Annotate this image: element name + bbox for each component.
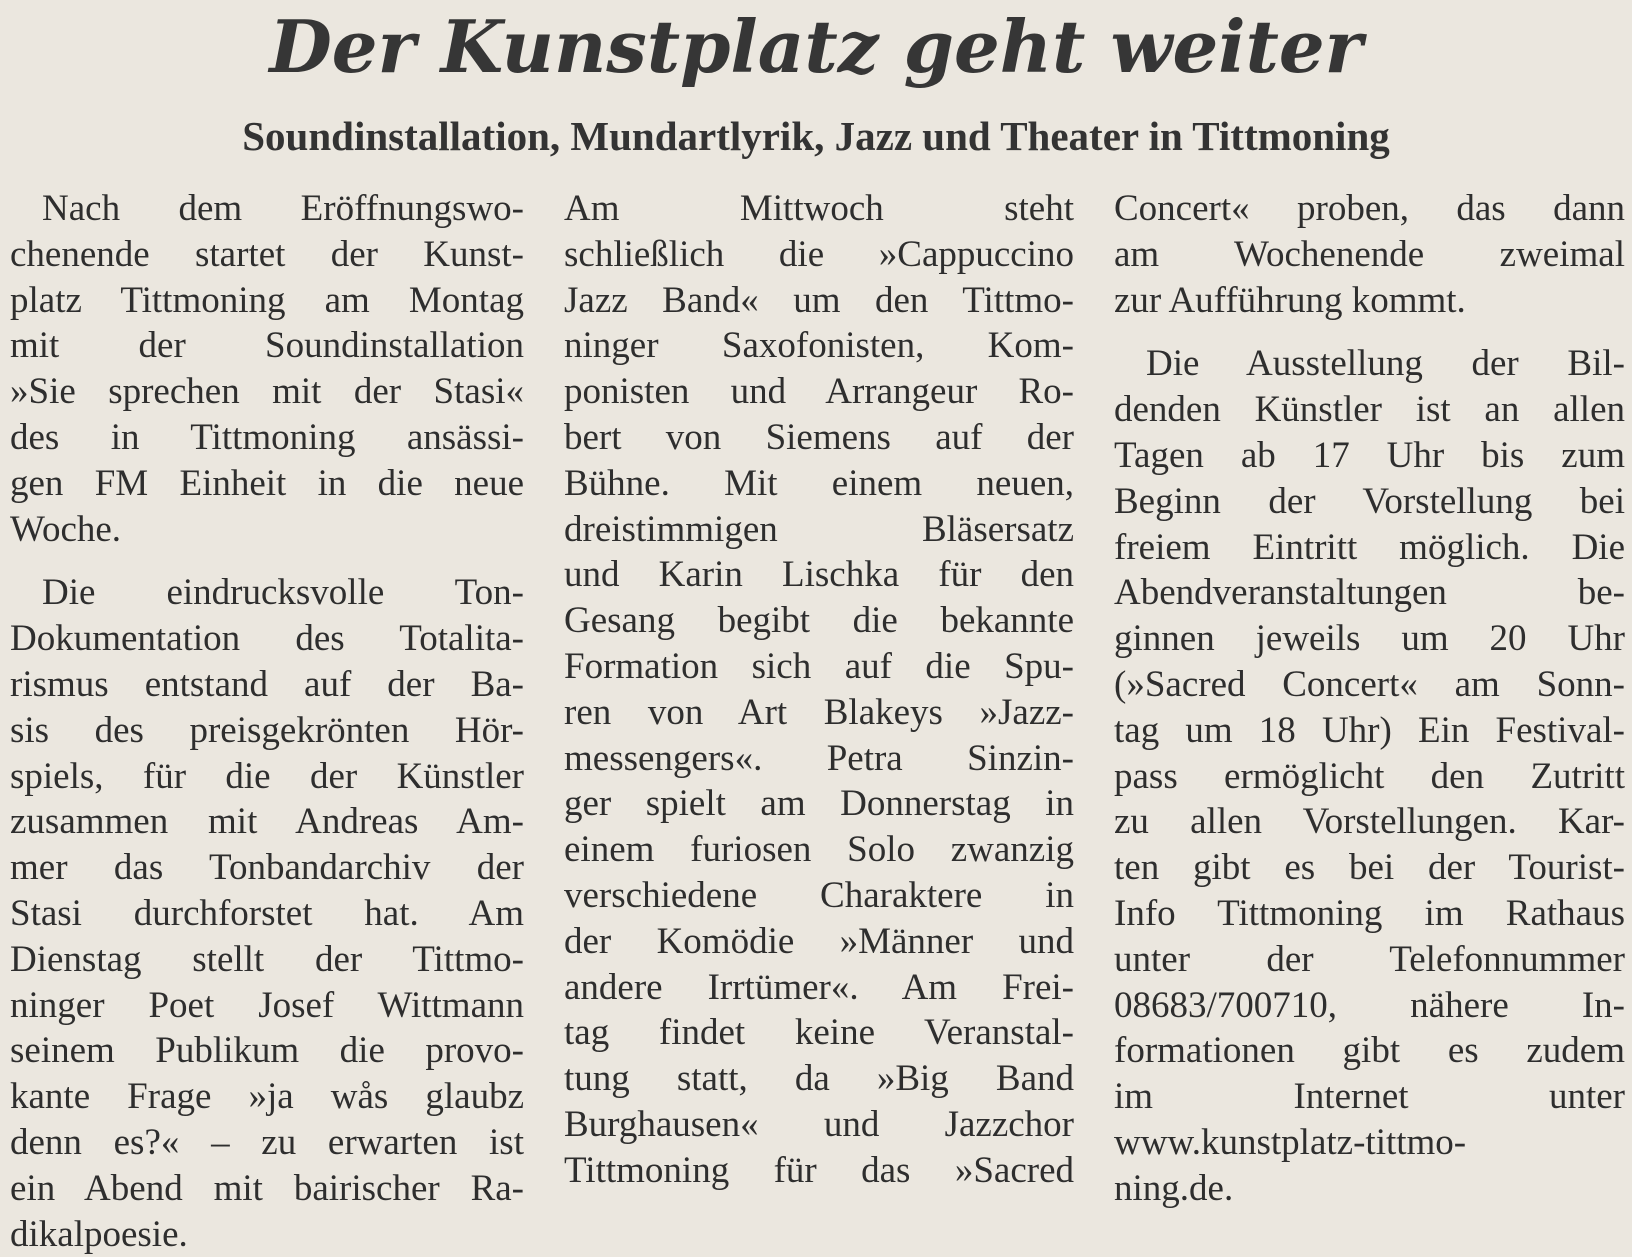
text-line: Tittmoning für das »Sacred [564,1149,1074,1191]
text-line: schließlich die »Cappuccino [564,233,1074,275]
text-line: Abendveranstaltungen be- [1114,572,1625,614]
subheadline: Soundinstallation, Mundartlyrik, Jazz und Theater in Tittmoning [242,113,1390,159]
text-line: einem furiosen Solo zwanzig [564,829,1074,871]
text-line: gen FM Einheit in die neue [10,462,524,504]
paragraph-gap [1114,323,1625,341]
text-line: im Internet unter [1114,1076,1625,1118]
text-line: ponisten und Arrangeur Ro- [564,371,1074,413]
text-line: zur Aufführung kommt. [1114,279,1466,321]
text-line: chenende startet der Kunst- [10,233,524,275]
text-line: zu allen Vorstellungen. Kar- [1114,801,1625,843]
text-line: seinem Publikum die provo- [10,1030,524,1072]
text-line: Tagen ab 17 Uhr bis zum [1114,434,1625,476]
text-line: zusammen mit Andreas Am- [10,801,524,843]
text-line: der Komödie »Männer und [564,920,1074,962]
text-line: mit der Soundinstallation [10,325,524,367]
text-line: Burghausen« und Jazzchor [564,1103,1074,1145]
text-line: Formation sich auf die Spu- [564,645,1074,687]
text-line: Stasi durchforstet hat. Am [10,892,524,934]
text-line: formationen gibt es zudem [1114,1030,1625,1072]
text-line: platz Tittmoning am Montag [10,279,524,321]
text-line: Die eindrucksvolle Ton- [42,572,524,614]
text-line: tag um 18 Uhr) Ein Festival- [1114,709,1625,751]
text-line: sis des preisgekrönten Hör- [10,709,524,751]
text-line: ninger Saxofonisten, Kom- [564,325,1074,367]
text-line: ten gibt es bei der Tourist- [1114,847,1625,889]
text-line: (»Sacred Concert« am Sonn- [1114,663,1625,705]
text-line: ning.de. [1114,1167,1234,1209]
text-line: ren von Art Blakeys »Jazz- [564,691,1074,733]
article-column-2 [564,186,1074,1194]
text-line: andere Irrtümer«. Am Frei- [564,966,1074,1008]
text-line: ger spielt am Donnerstag in [564,783,1074,825]
text-line: verschiedene Charaktere in [564,874,1074,916]
text-line: Jazz Band« um den Tittmo- [564,279,1074,321]
text-line: dikalpoesie. [10,1213,188,1255]
text-line: Concert« proben, das dann [1114,188,1625,229]
article-column-1 [10,186,524,1257]
text-line: mer das Tonbandarchiv der [10,847,524,889]
text-line: ein Abend mit bairischer Ra- [10,1167,524,1209]
text-line: ginnen jeweils um 20 Uhr [1114,618,1625,660]
text-line: Dokumentation des Totalita- [10,618,524,660]
text-line: pass ermöglicht den Zutritt [1114,755,1625,797]
headline: Der Kunstplatz geht weiter [269,4,1363,89]
text-line: und Karin Lischka für den [564,554,1074,596]
text-line: tag findet keine Veranstal- [564,1012,1074,1054]
text-line: dreistimmigen Bläsersatz [564,508,1074,550]
text-line: Info Tittmoning im Rathaus [1114,892,1625,934]
text-line: ninger Poet Josef Wittmann [10,984,524,1026]
text-line: messengers«. Petra Sinzin- [564,737,1074,779]
text-line: 08683/700710, nähere In- [1114,984,1625,1026]
text-line: tung statt, da »Big Band [564,1058,1074,1100]
text-line: unter der Telefonnummer [1114,938,1625,980]
text-line: freiem Eintritt möglich. Die [1114,526,1625,568]
text-line: Beginn der Vorstellung bei [1114,480,1625,522]
paragraph-gap [10,552,524,570]
text-line: kante Frage »ja wås glaubz [10,1076,524,1118]
text-line: »Sie sprechen mit der Stasi« [10,371,524,413]
text-line: Dienstag stellt der Tittmo- [10,938,524,980]
text-line: denn es?« – zu erwarten ist [10,1121,524,1163]
article-column-3 [1114,186,1625,1212]
text-line: Woche. [10,508,122,550]
text-line: Nach dem Eröffnungswo- [42,188,524,229]
text-line: Die Ausstellung der Bil- [1146,343,1625,385]
text-line: am Wochenende zweimal [1114,233,1625,275]
text-line: Bühne. Mit einem neuen, [564,462,1074,504]
text-line: rismus entstand auf der Ba- [10,663,524,705]
text-line: denden Künstler ist an allen [1114,389,1625,431]
text-line: bert von Siemens auf der [564,416,1074,458]
text-line: spiels, für die der Künstler [10,755,524,797]
text-line: www.kunstplatz-tittmo- [1114,1121,1467,1163]
text-line: Gesang begibt die bekannte [564,600,1074,642]
text-line: Am Mittwoch steht [564,188,1074,229]
text-line: des in Tittmoning ansässi- [10,416,524,458]
